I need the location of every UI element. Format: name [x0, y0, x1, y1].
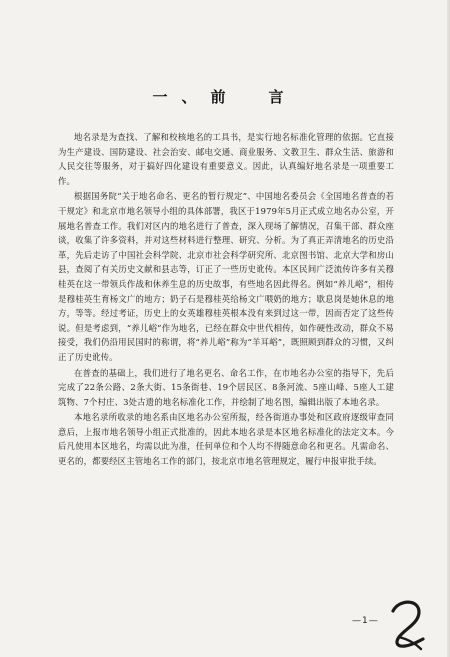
handwritten-mark: [385, 597, 430, 655]
page-number: —1—: [352, 616, 379, 626]
body-text: [58, 130, 394, 470]
section-heading: 一、前 言: [152, 88, 298, 106]
paragraph-3: 在普查的基础上，我们进行了地名更名、命名工作，在市地名办公室的指导下，先后完成了22条公路、2条大街、15条街巷、19个居民区、8条河流、5座山峰、5座人工建筑物、7个村庄、3处古遗的地名标准化工作，并绘制了地名图，编辑出版了本地名录。: [58, 367, 394, 407]
paragraph-2: 根据国务院“关于地名命名、更名的暂行规定”、中国地名委员会《全国地名普查的若干规定》和北京市地名领导小组的具体部署，我区于1979年5月正式成立地名办公室，开展地名普查工作。我们对区内的地名进行了普查，深入现场了解情况，召集干部、群众座谈，收集了许多资料，并对这些材料进行整理、研究、分析。为了真正弄清地名的历史沿革，先后走访了中国社会科学院、北京市社会科学研究所、北京图书馆、北京大学和房山县，查阅了有关历史文献和县志等，订正了一些历史讹传。本区民间广泛流传许多有关穆桂英在这一带领兵作战和休养生息的历史故事，有些地名因此得名。例如“养儿峪”，相传是穆桂英生育杨文广的地方；奶子石是穆桂英给杨文广喂奶的地方；歇息岗是她休息的地方，等等。经过考证，历史上的女英雄穆桂英根本没有来到过这一带，因而否定了这些传说。但是考虑到，“养儿峪”作为地名，已经在群众中世代相传，如作硬性改动，群众不易接受，我们仍沿用民国时的称谓，将“养儿峪”称为“羊耳峪”，既照顾到群众的习惯，又纠正了历史讹传。: [58, 191, 394, 362]
paragraph-4: 本地名录所收录的地名系由区地名办公室所报，经各街道办事处和区政府逐级审查同意后，上报市地名领导小组正式批准的，因此本地名录是本区地名标准化的法定文本。今后凡使用本区地名，均需以此为准，任何单位和个人均不得随意命名和更名。凡需命名、更名的，都要经区主管地名工作的部门，按北京市地名管理规定，履行申报审批手续。: [58, 412, 394, 467]
paragraph-1: 地名录是为查找、了解和校核地名的工具书，是实行地名标准化管理的依据。它直接为生产建设、国防建设、社会治安、邮电交通、商业服务、文教卫生、群众生活、旅游和人民交往等服务，对于搞好四化建设有重要意义。因此，认真编好地名录是一项重要工作。: [58, 132, 394, 186]
